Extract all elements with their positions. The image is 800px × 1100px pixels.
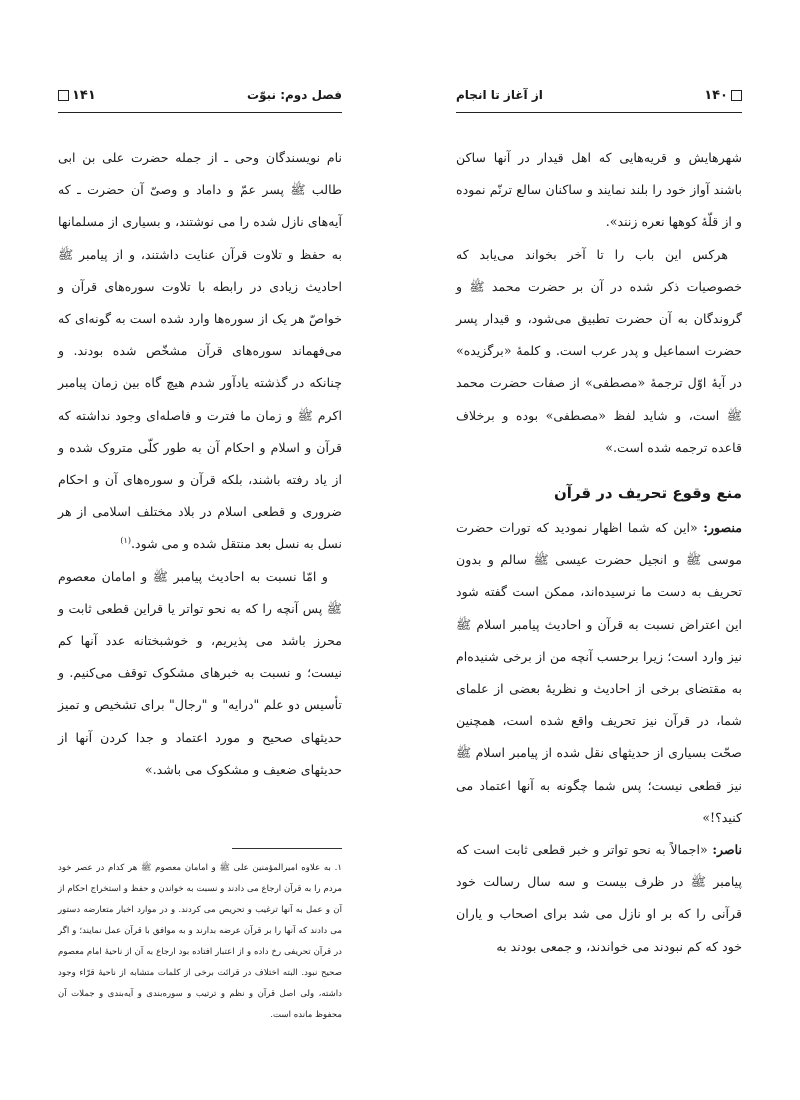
right-intro-paragraph: شهرهایش و قریه‌هایی که اهل قیدار در آنها ساکن باشند آواز خود را بلند نمایند و ساکنان سالع ترنّم نموده و از قلّهٔ کوهها نعره زنند».	[456, 150, 742, 230]
left-header-title: فصل دوم: نبوّت	[247, 88, 342, 102]
footnote: ۱. به علاوه امیرالمؤمنین علی ﷺ و امامان معصوم ﷺ هر کدام در عصر خود مردم را به قرآن ارجاع می دادند و نسبت به خواندن و حفظ و استخراج احکام از آن و عمل به آنها ترغیب و تحریص می کردند. و در موارد اخبار متعارضه دستور می دادند که آنها را بر قرآن عرضه بدارند و به موافق با قرآن عمل نمایند؛ و اگر در قرآن تحریفی رخ داده و از اعتبار افتاده بود ارجاع به آن از ناحیهٔ امام معصوم صحیح نبود. البته اختلاف در قرائت برخی از کلمات متشابه از ناحیهٔ قرّاء وجود داشته، ولی اصل قرآن و نظم و ترتیب و سوره‌بندی و آیه‌بندی و جملات آن محفوظ مانده است.	[58, 863, 342, 1020]
right-body-text	[456, 142, 742, 963]
mansour-text: «این که شما اظهار نمودید که تورات حضرت موسی ﷺ و انجیل حضرت عیسی ﷺ سالم و بدون تحریف به دست ما نرسیده‌اند، ممکن است گفته شود این اعتراض نسبت به قرآن و احادیث پیامبر اسلام ﷺ نیز وارد است؛ زیرا برحسب آنچه من از برخی شنیده‌ام به مقتضای برخی از احادیث و نظریهٔ بعضی از علمای شما، در قرآن نیز تحریف واقع شده است، همچنین صحّت بسیاری از حدیثهای نقل شده از پیامبر اسلام ﷺ نیز قطعی نیست؛ پس شما چگونه به آنها اعتماد می کنید؟!»	[456, 520, 742, 825]
section-heading: منع وقوع تحریف در قرآن	[553, 484, 742, 503]
speaker-naser: ناصر:	[712, 842, 742, 858]
right-running-head	[456, 84, 742, 113]
page-marker-icon	[58, 90, 69, 101]
left-paragraph-1	[58, 142, 342, 561]
left-page-number-text: ۱۴۱	[72, 87, 96, 103]
right-page-number	[704, 88, 742, 103]
left-body-text	[58, 142, 342, 786]
right-page	[400, 0, 800, 1100]
left-running-head	[58, 84, 342, 113]
page-marker-icon	[731, 90, 742, 101]
naser-text: «اجمالاً به نحو تواتر و خبر قطعی ثابت است که پیامبر ﷺ در ظرف بیست و سه سال رسالت خود قرآنی را که بر او نازل می شد برای اصحاب و یاران خود که کم نبودند می خواندند، و جمعی بودند به	[456, 842, 742, 954]
right-page-number-text: ۱۴۰	[704, 87, 728, 103]
footnote-separator	[232, 848, 342, 849]
right-header-title: از آغاز تا انجام	[456, 88, 543, 102]
dialogue-mansour	[456, 512, 742, 834]
left-paragraph-1-text: نام نویسندگان وحی ـ از جمله حضرت علی بن ابی طالب ﷺ پسر عمّ و داماد و وصیّ آن حضرت ـ که آیه‌های نازل شده را می نوشتند، و بسیاری از مسلمانها به حفظ و تلاوت قرآن عنایت داشتند، و از پیامبر ﷺ احادیث زیادی در رابطه با تلاوت سوره‌های قرآن و خواصّ هر یک از سوره‌ها وارد شده است به گونه‌ای که می‌فهماند سوره‌های قرآن مشخّص شده بودند. و چنانکه در گذشته یادآور شدم هیچ گاه بین زمان پیامبر اکرم ﷺ و زمان ما فترت و فاصله‌ای وجود نداشته که قرآن و اسلام و احکام آن به طور کلّی متروک شده و از یاد رفته باشند، بلکه قرآن و سوره‌های آن و احکام ضروری و قطعی اسلام در بلاد مختلف اسلامی از هر نسل به نسل بعد منتقل شده و می شود.	[58, 150, 342, 552]
left-page-number	[58, 88, 96, 103]
left-paragraph-2: و امّا نسبت به احادیث پیامبر ﷺ و امامان معصوم ﷺ پس آنچه را که به نحو تواتر یا قراین قطعی ثابت و محرز باشد می پذیریم، و خوشبختانه عدد آنها کم نیست؛ و نسبت به خبرهای مشکوک توقف می‌کنیم. و تأسیس دو علم "درایه" و "رجال" برای تشخیص و تمیز حدیثهای صحیح و مورد اعتماد و جدا کردن آنها از حدیثهای ضعیف و مشکوک می باشد.»	[58, 568, 342, 777]
dialogue-naser	[456, 834, 742, 963]
footnote-marker: (۱)	[120, 536, 131, 546]
right-second-paragraph: هرکس این باب را تا آخر بخواند می‌یابد که خصوصیات ذکر شده در آن بر حضرت محمد ﷺ و گروندگان به آن حضرت تطبیق می‌شود، و قیدار پسر حضرت اسماعیل و پدر عرب است. و کلمهٔ «برگزیده» در آیهٔ اوّل ترجمهٔ «مصطفی» از صفات حضرت محمد ﷺ است، و شاید لفظ «مصطفی» بوده و برخلاف قاعده ترجمه شده است.»	[456, 246, 742, 455]
speaker-mansour: منصور:	[703, 520, 742, 536]
